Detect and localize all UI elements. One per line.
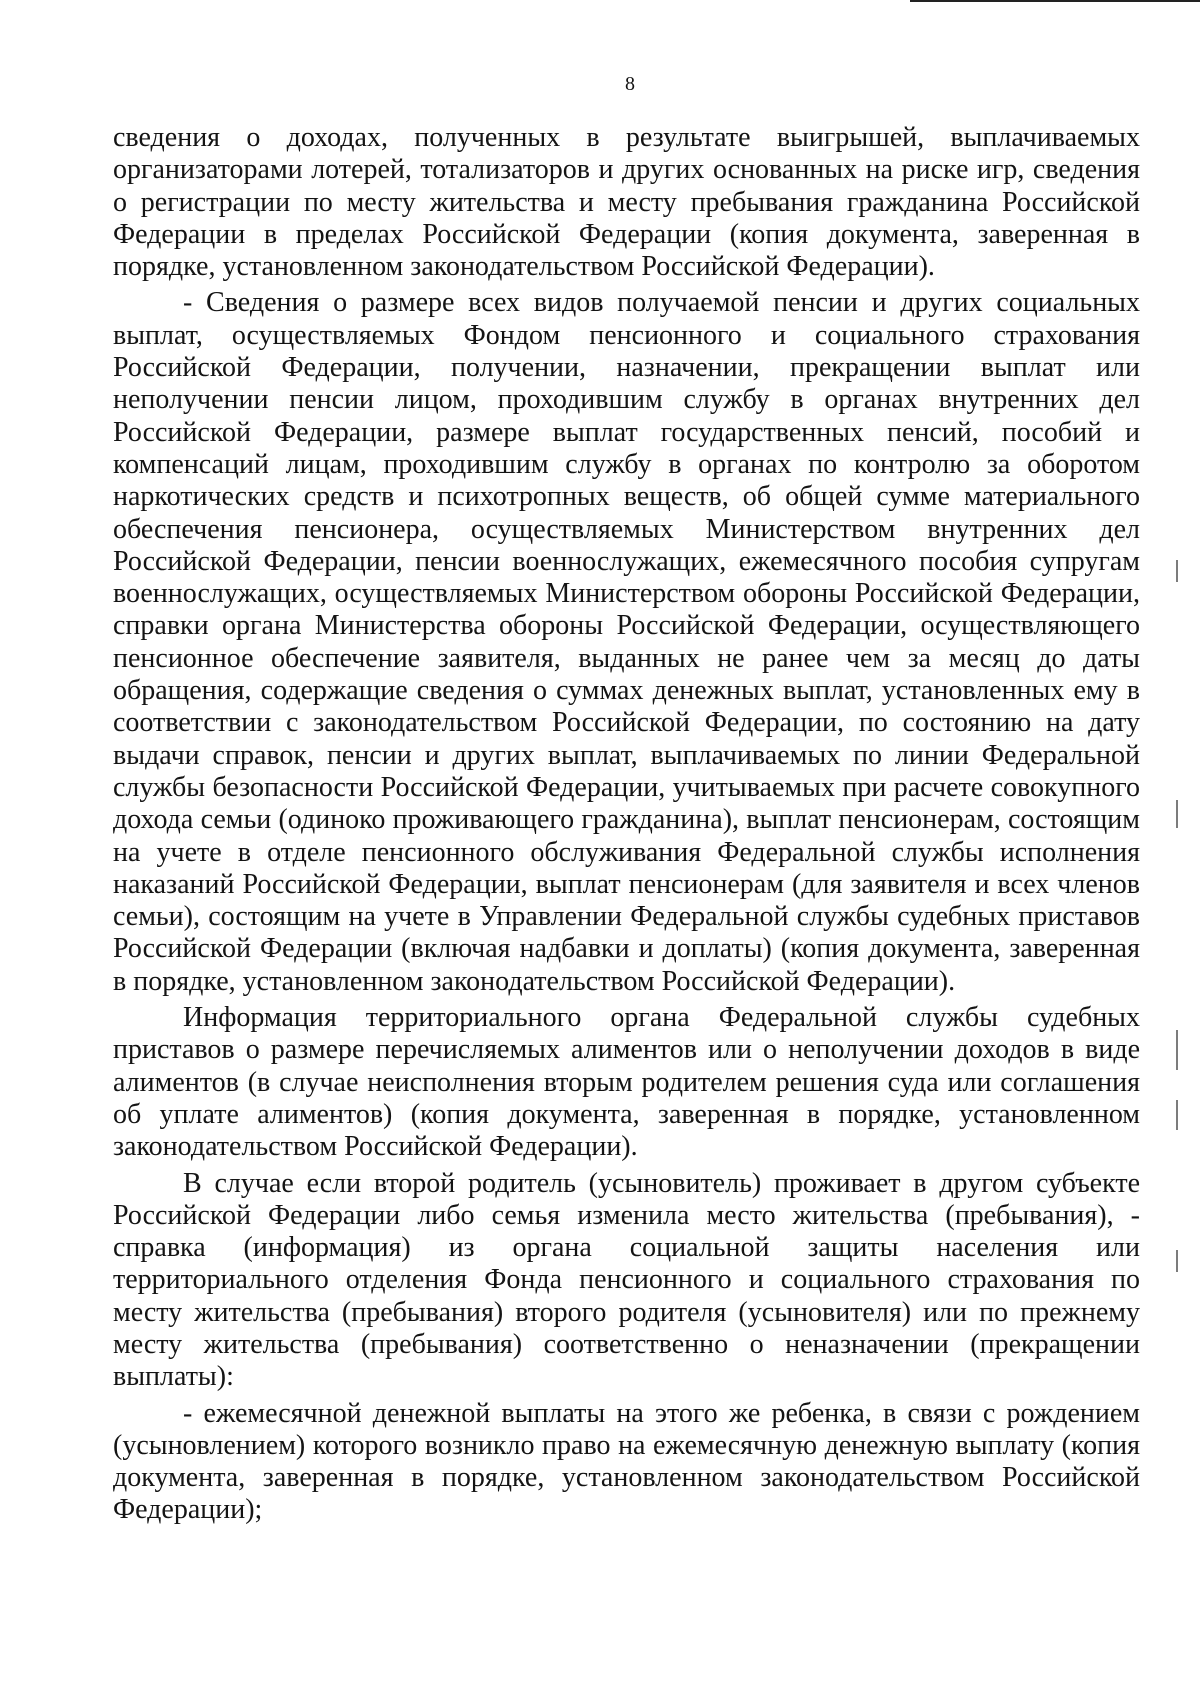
paragraph-monthly-payment: - ежемесячной денежной выплаты на этого же ребенка, в связи с рождением (усыновлением) которого возникло право на ежемесячную денежную выплату (копия документа, заверенная в порядке, установленном законодательством Российской Федерации); [113, 1397, 1140, 1526]
scan-margin-mark [1176, 1030, 1178, 1070]
paragraph-second-parent: В случае если второй родитель (усыновитель) проживает в другом субъекте Российской Федерации либо семья изменила место жительства (пребывания), - справка (информация) из органа социальной защиты населения или территориального отделения Фонда пенсионного и социального страхования по месту жительства (пребывания) второго родителя (усыновителя) или по прежнему месту жительства (пребывания) соответственно о неназначении (прекращении выплаты): [113, 1167, 1140, 1393]
paragraph-pension-info: - Сведения о размере всех видов получаемой пенсии и других социальных выплат, осуществляемых Фондом пенсионного и социального страхования Российской Федерации, получении, назначении, прекращении выплат или неполучении пенсии лицом, проходившим службу в органах внутренних дел Российской Федерации, размере выплат государственных пенсий, пособий и компенсаций лицам, проходившим службу в органах по контролю за оборотом наркотических средств и психотропных веществ, об общей сумме материального обеспечения пенсионера, осуществляемых Министерством внутренних дел Российской Федерации, пенсии военнослужащих, ежемесячного пособия супругам военнослужащих, осуществляемых Министерством обороны Российской Федерации, справки органа Министерства обороны Российской Федерации, осуществляющего пенсионное обеспечение заявителя, выданных не ранее чем за месяц до даты обращения, содержащие сведения о суммах денежных выплат, установленных ему в соответствии с законодательством Российской Федерации, по состоянию на дату выдачи справок, пенсии и других выплат, выплачиваемых по линии Федеральной службы безопасности Российской Федерации, учитываемых при расчете совокупного дохода семьи (одиноко проживающего гражданина), выплат пенсионерам, состоящим на учете в отделе пенсионного обслуживания Федеральной службы исполнения наказаний Российской Федерации, выплат пенсионерам (для заявителя и всех членов семьи), состоящим на учете в Управлении Федеральной службы судебных приставов Российской Федерации (включая надбавки и доплаты) (копия документа, заверенная в порядке, установленном законодательством Российской Федерации). [113, 287, 1140, 997]
scan-margin-mark [1176, 800, 1178, 828]
paragraph-alimony-info: Информация территориального органа Федеральной службы судебных приставов о размере перечисляемых алиментов или о неполучении доходов в виде алиментов (в случае неисполнения вторым родителем решения суда или соглашения об уплате алиментов) (копия документа, заверенная в порядке, установленном законодательством Российской Федерации). [113, 1002, 1140, 1163]
scan-margin-mark [1176, 1250, 1178, 1272]
scan-edge-line [910, 0, 1200, 2]
page-number: 8 [625, 73, 635, 95]
paragraph-income-winnings: сведения о доходах, полученных в результате выигрышей, выплачиваемых организаторами лотерей, тотализаторов и других основанных на риске игр, сведения о регистрации по месту жительства и месту пребывания гражданина Российской Федерации в пределах Российской Федерации (копия документа, заверенная в порядке, установленном законодательством Российской Федерации). [113, 122, 1140, 283]
scan-margin-mark [1176, 1100, 1178, 1130]
document-body [113, 122, 1140, 1527]
scan-margin-mark [1176, 560, 1178, 582]
